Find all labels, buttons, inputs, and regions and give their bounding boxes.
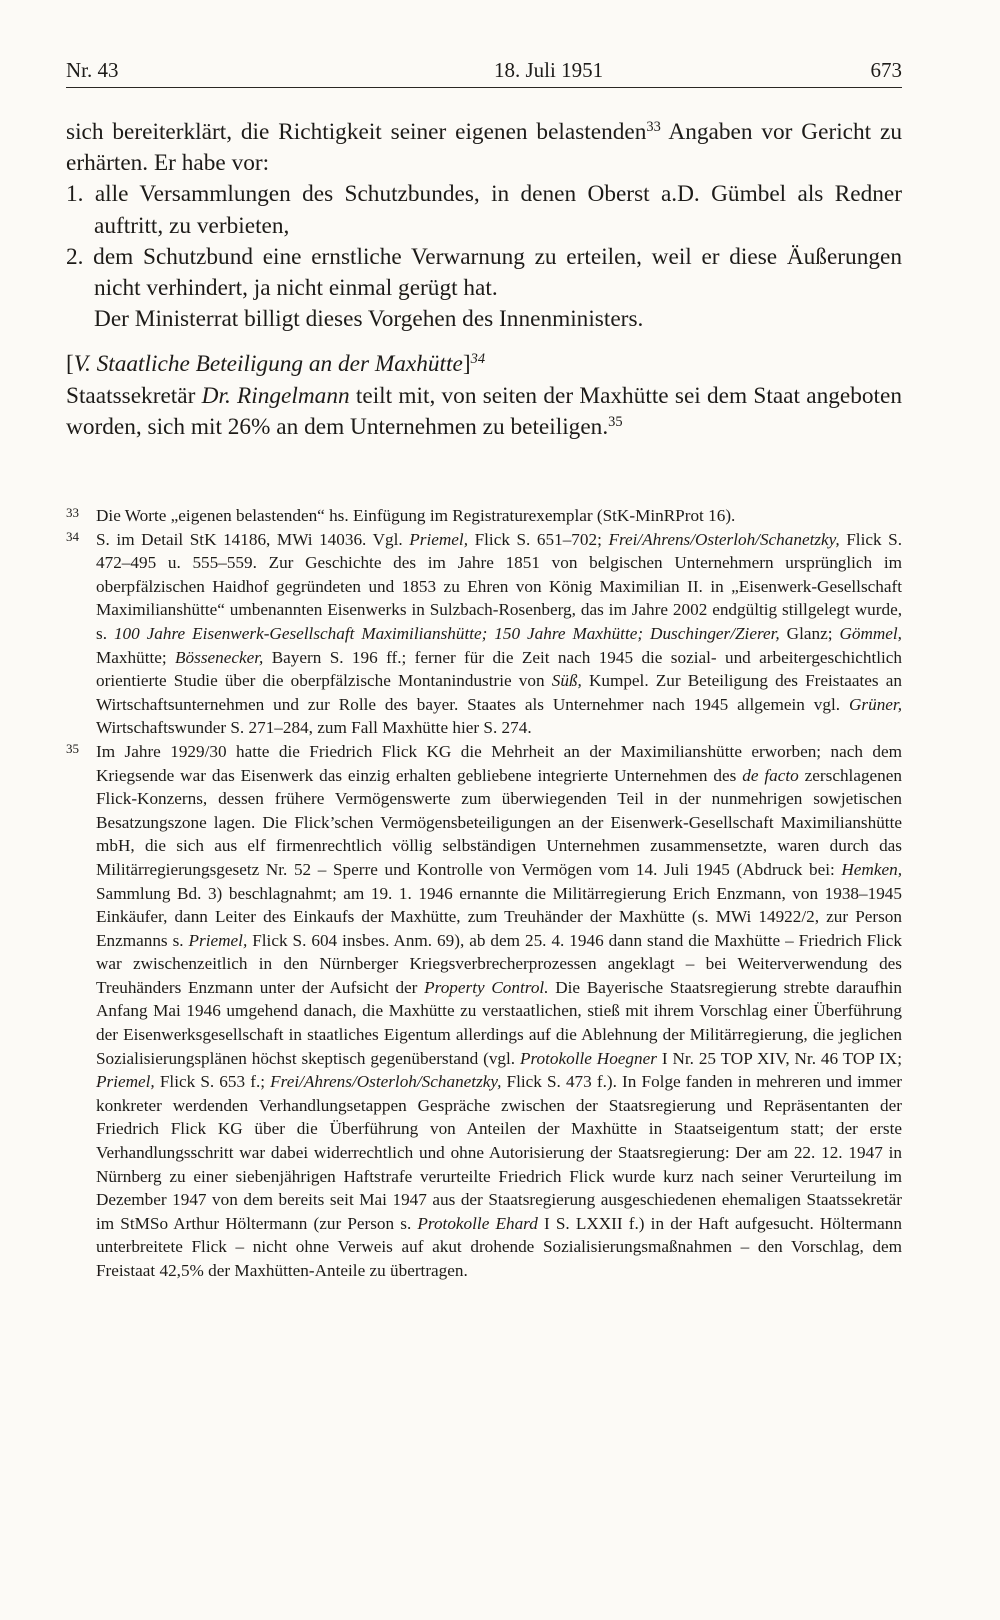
- page-number: 673: [870, 58, 902, 82]
- footnote-35: 35 Im Jahre 1929/30 hatte die Friedrich Flick KG die Mehrheit an der Maximilianshütte erworben; nach dem Kriegsende war das Eisenwerk das einzig erhalten gebliebene integrierte Unternehmen des de facto zerschlagenen Flick-Konzerns, dessen frühere Vermögenswerte zum überwiegenden Teil in der nunmehrigen sowjetischen Besatzungszone lagen. Die Flick’schen Vermögensbeteiligungen an der Eisenwerk-Gesellschaft Maximilianshütte mbH, die sich aus elf firmenrechtlich völlig selbständigen Unternehmen zusammensetzte, waren durch das Militärregierungsgesetz Nr. 52 – Sperre und Kontrolle von Vermögen vom 14. Juli 1945 (Abdruck bei: Hemken, Sammlung Bd. 3) beschlagnahmt; am 19. 1. 1946 ernannte die Militärregierung Erich Enzmann, von 1938–1945 Einkäufer, dann Leiter des Einkaufs der Maxhütte, zum Treuhänder der Maxhütte (s. MWi 14922/2, zur Person Enzmanns s. Priemel, Flick S. 604 insbes. Anm. 69), ab dem 25. 4. 1946 dann stand die Maxhütte – Friedrich Flick war zwischenzeitlich in den Nürnberger Kriegsverbrecherprozessen angeklagt – bei Weiterverwendung des Treuhänders Enzmann unter der Aufsicht der Property Control. Die Bayerische Staatsregierung strebte daraufhin Anfang Mai 1946 umgehend danach, die Maxhütte zu verstaatlichen, stieß mit ihrem Vorschlag einer Überführung der Eisenwerksgesellschaft in staatliches Eigentum allerdings auf die Ablehnung der Militärregierung, die jeglichen Sozialisierungsplänen höchst skeptisch gegenüberstand (vgl. Protokolle Hoegner I Nr. 25 TOP XIV, Nr. 46 TOP IX; Priemel, Flick S. 653 f.; Frei/Ahrens/Osterloh/Schanetzky, Flick S. 473 f.). In Folge fanden in mehreren und immer konkreter werdenden Verhandlungsetappen Gespräche zwischen der Staatsregierung und Repräsentanten der Friedrich Flick KG über die Überführung von Anteilen der Maxhütte in Staatseigentum statt; der erste Verhandlungsschritt war dabei widerrechtlich und ohne Autorisierung der Staatsregierung: Der am 22. 12. 1947 in Nürnberg zu einer siebenjährigen Haftstrafe verurteilte Friedrich Flick wurde kurz nach seiner Verurteilung im Dezember 1947 von dem bereits seit Mai 1947 aus der Staatsregierung ausgeschiedenen ehemaligen Staatssekretär im StMSo Arthur Höltermann (zur Person s. Protokolle Ehard I S. LXXII f.) in der Haft aufgesucht. Höltermann unterbreitete Flick – nicht ohne Verweis auf akut drohende Sozialisierungsmaßnahmen – den Vorschlag, dem Freistaat 42,5% der Maxhütten-Anteile zu übertragen.: [66, 740, 903, 1280]
- list-item-1: 1. alle Versammlungen des Schutzbundes, in denen Oberst a.D. Gümbel als Redner auftritt, zu verbieten,: [66, 181, 902, 239]
- footnote-ref-35: 35: [608, 413, 623, 430]
- footnote-33: 33 Die Worte „eigenen belastenden“ hs. Einfügung im Registraturexemplar (StK-MinRProt 16).: [66, 505, 736, 525]
- paragraph-statement: sich bereiterklärt, die Richtigkeit seiner eigenen belastenden$^{33}$ Angaben vor Gericht zu erhärten. Er habe vor:: [66, 119, 903, 177]
- footnote-number: 33: [66, 505, 79, 520]
- footnote-34: 34 S. im Detail StK 14186, MWi 14036. Vgl. Priemel, Flick S. 651–702; Frei/Ahrens/Osterloh/Schanetzky, Flick S. 472–495 u. 555–559. Zur Geschichte des im Jahre 1851 von belgischen Unternehmern ursprünglich im oberpfälzischen Haidhof gegründeten und 1853 zu Ehren von König Maximilian II. in „Eisenwerk-Gesellschaft Maximilianshütte“ umbenannten Eisenwerks in Sulzbach-Rosenberg, das im Jahre 2002 endgültig stillgelegt wurde, s. 100 Jahre Eisenwerk-Gesellschaft Maximilianshütte; 150 Jahre Maxhütte; Duschinger/Zierer, Glanz; Gömmel, Maxhütte; Bössenecker, Bayern S. 196 ff.; ferner für die Zeit nach 1945 die sozial- und arbeitergeschichtlich orientierte Studie über die oberpfälzische Montanindustrie von Süß, Kumpel. Zur Beteiligung des Freistaates an Wirtschaftsunternehmen und zur Rolle des bayer. Staates als Unternehmer nach 1945 allgemein vgl. Grüner, Wirtschaftswunder S. 271–284, zum Fall Maxhütte hier S. 274.: [66, 528, 903, 738]
- footnotes: [66, 504, 902, 1283]
- footnote-ref-34: 34: [470, 351, 486, 368]
- footnote-ref-33: 33: [646, 119, 661, 136]
- running-header: [66, 53, 902, 88]
- section-heading: [V. Staatliche Beteiligung an der Maxhütte]$^{34}$: [66, 351, 486, 378]
- header-date: 18. Juli 1951: [494, 58, 604, 82]
- paragraph-offer: Staatssekretär Dr. Ringelmann teilt mit, von seiten der Maxhütte sei dem Staat angeboten worden, sich mit 26% an dem Unternehmen zu beteiligen.$^{35}$: [66, 382, 902, 440]
- protocol-number: Nr. 43: [66, 58, 119, 82]
- approval-sentence: Der Ministerrat billigt dieses Vorgehen des Innenministers.: [94, 306, 644, 333]
- list-item-2: 2. dem Schutzbund eine ernstliche Verwarnung zu erteilen, weil er diese Äußerungen nicht verhindert, ja nicht einmal gerügt hat.: [66, 243, 902, 302]
- footnote-number: 34: [66, 528, 79, 544]
- speaker-name: Dr. Ringelmann: [201, 382, 350, 409]
- footnote-number: 35: [66, 740, 79, 756]
- main-text: [66, 117, 902, 443]
